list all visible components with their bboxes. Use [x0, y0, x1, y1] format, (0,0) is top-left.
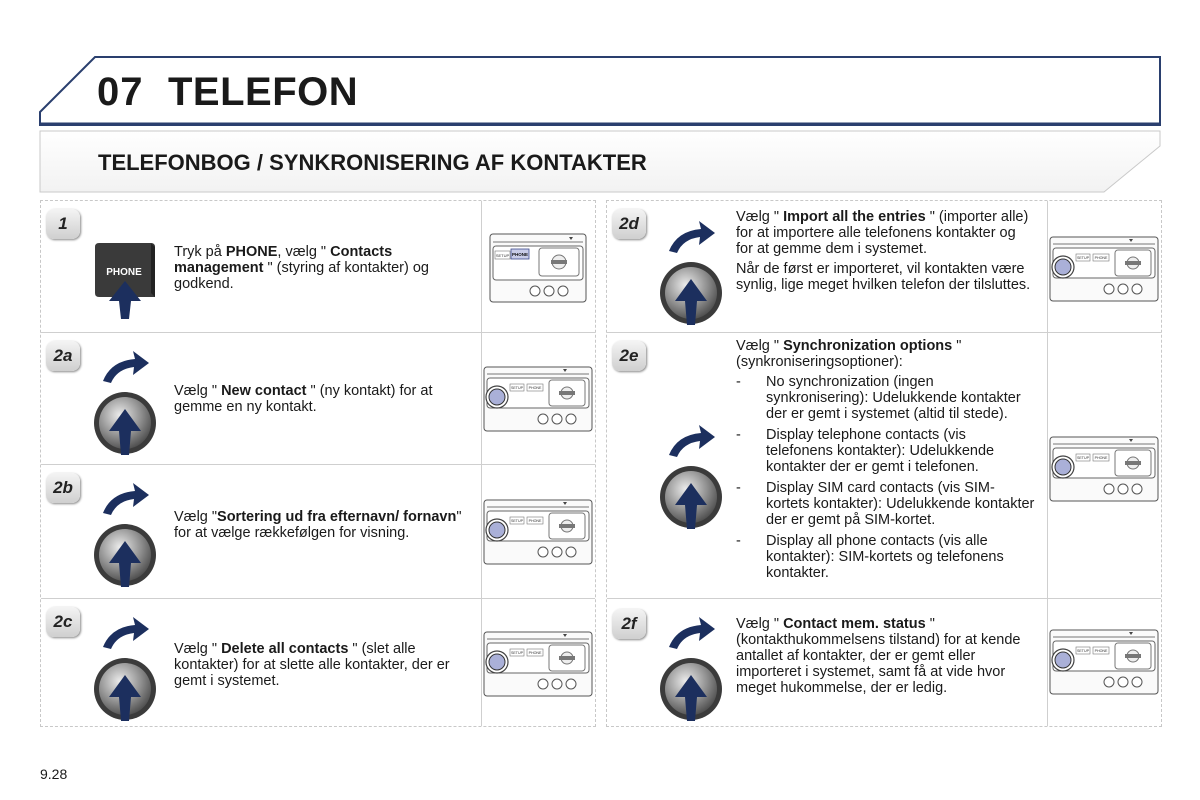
step-2f [607, 599, 1161, 726]
right-panel [606, 200, 1162, 727]
svg-text:SETUP: SETUP [495, 253, 510, 258]
rotary-knob-icon [657, 217, 727, 329]
console-thumbnail [1049, 436, 1159, 502]
console-thumbnail [489, 233, 587, 303]
sync-option: - Display all phone contacts (vis alle kontakter): SIM-kortets og telefonens kontakter. [736, 533, 1004, 581]
svg-text:PHONE: PHONE [1094, 456, 1108, 460]
step-text: Vælg "Sortering ud fra efternavn/ fornavn" for at vælge rækkefølgen for visning. [174, 509, 462, 541]
svg-text:PHONE: PHONE [528, 651, 542, 655]
step-2d [607, 201, 1161, 333]
phone-key-label: PHONE [106, 267, 142, 278]
rotary-knob-icon [657, 613, 727, 725]
svg-text:PHONE: PHONE [1094, 256, 1108, 260]
console-thumbnail [483, 631, 593, 697]
sync-option-list [736, 374, 1036, 581]
step-2e [607, 333, 1161, 599]
rotary-knob-icon [91, 479, 161, 591]
step-badge: 2d [612, 209, 646, 239]
svg-text:SETUP: SETUP [511, 519, 523, 523]
svg-text:SETUP: SETUP [1077, 256, 1089, 260]
section-title: TELEFONBOG / SYNKRONISERING AF KONTAKTER [98, 150, 647, 175]
svg-text:SETUP: SETUP [1077, 456, 1089, 460]
console-thumbnail [1049, 236, 1159, 302]
step-2a [41, 333, 595, 465]
chapter-title: TELEFON [168, 70, 359, 114]
left-panel [40, 200, 596, 727]
step-badge: 2b [46, 473, 80, 503]
step-badge: 2f [612, 609, 646, 639]
step-text: Vælg " Import all the entries " (importer alle) for at importere alle telefonens kontakter og for at gemme dem i systemet. Når de først er importeret, vil kontakten være synlig, lige meget hvilken telefon der tilsluttes. [736, 209, 1031, 293]
svg-text:PHONE: PHONE [1094, 649, 1108, 653]
step-badge: 2e [612, 341, 646, 371]
sync-option: - Display telephone contacts (vis telefonens kontakter): Udelukkende kontakter der er gemt i telefonen. [736, 427, 995, 475]
console-thumbnail [1049, 629, 1159, 695]
sync-option: - No synchronization (ingen synkronisering): Udelukkende kontakter der er gemt i systemet (altid til stede). [736, 374, 1021, 422]
svg-text:PHONE: PHONE [511, 252, 529, 257]
chapter-number: 07 [97, 70, 144, 114]
svg-text:SETUP: SETUP [1077, 649, 1089, 653]
console-thumbnail [483, 366, 593, 432]
step-2c [41, 599, 595, 726]
step-badge: 2c [46, 607, 80, 637]
svg-text:SETUP: SETUP [511, 386, 523, 390]
svg-text:SETUP: SETUP [511, 651, 523, 655]
step-text: Tryk på PHONE, vælg " Contacts management " (styring af kontakter) og godkend. [174, 244, 429, 292]
step-text: Vælg " Synchronization options " (synkroniseringsoptioner): - No synchronization (ingen synkronisering): Udelukkende kontakter der er gemt i systemet (altid til stede). - Display telephone contacts (vis telefonens kontakter): Udelukkende kontakter der er gemt i telefonen. - Display SIM card contacts (vis SIM-kortets kontakter): Udelukkende kontakter der er gemt på SIM-kortet. - Display all phone contacts (vis alle kontakter): SIM-kortets og telefonens kontakter. [736, 338, 1035, 581]
step-text: Vælg " Contact mem. status " (kontakthukommelsens tilstand) for at kende antallet af kontakter, der er gemt eller importeret i systemet, samt få at vide hvor meget hukommelse, der er ledig. [736, 616, 1021, 696]
svg-text:PHONE: PHONE [528, 519, 542, 523]
rotary-knob-icon [91, 347, 161, 459]
svg-text:PHONE: PHONE [528, 386, 542, 390]
console-thumbnail [483, 499, 593, 565]
step-text: Vælg " New contact " (ny kontakt) for at gemme en ny kontakt. [174, 383, 433, 415]
page-number: 9.28 [40, 766, 68, 782]
step-1 [41, 201, 595, 333]
step-badge: 2a [46, 341, 80, 371]
rotary-knob-icon [91, 613, 161, 725]
step-badge: 1 [46, 209, 80, 239]
sync-option: - Display SIM card contacts (vis SIM-kortets kontakter): Udelukkende kontakter der er gemt på SIM-kortet. [736, 480, 1035, 528]
rotary-knob-icon [657, 421, 727, 533]
step-2b [41, 465, 595, 599]
phone-key-icon [93, 239, 159, 321]
step-text: Vælg " Delete all contacts " (slet alle kontakter) for at slette alle kontakter, der er gemt i systemet. [174, 641, 450, 689]
